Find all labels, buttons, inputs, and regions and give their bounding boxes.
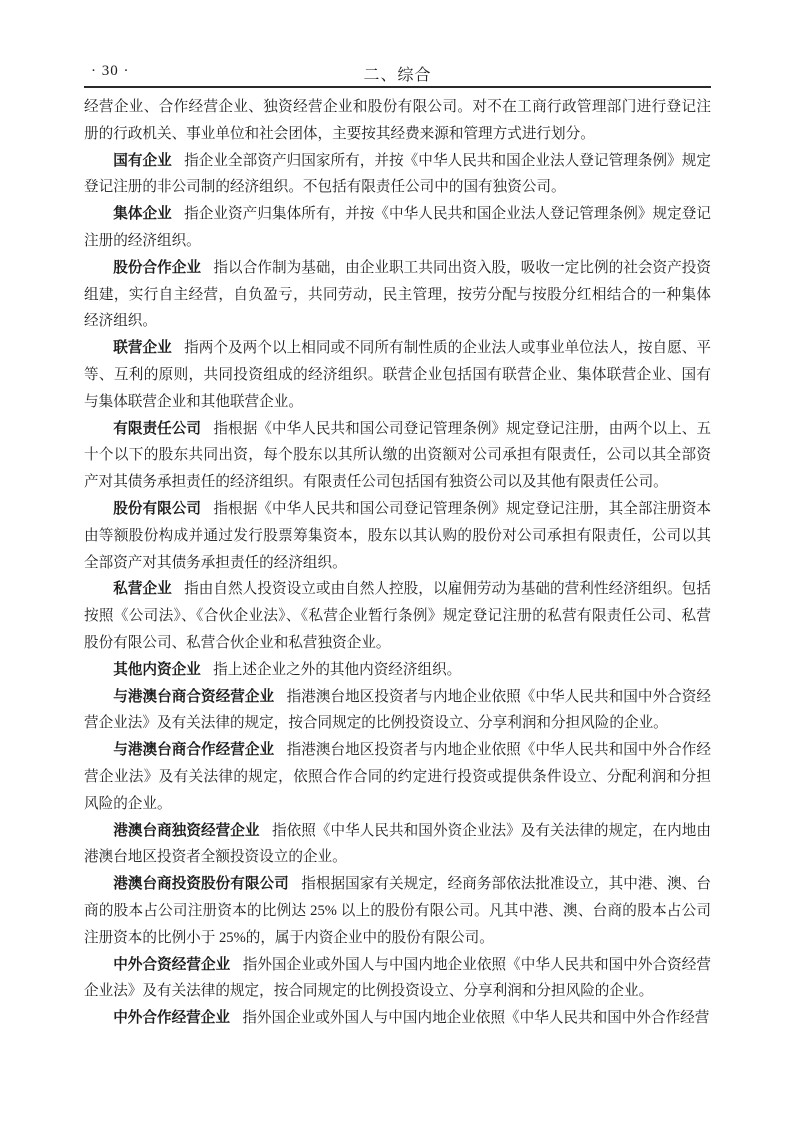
- glossary-entry: [84, 148, 711, 202]
- entry-definition: 指上述企业之外的其他内资经济组织。: [213, 661, 462, 678]
- entry-definition: 指企业全部资产归国家所有，并按《中华人民共和国企业法人登记管理条例》规定登记注册的非公司制的经济组织。不包括有限责任公司中的国有独资公司。: [84, 152, 711, 196]
- entry-term: 港澳台商投资股份有限公司: [113, 876, 289, 893]
- entry-definition: 指企业资产归集体所有，并按《中华人民共和国企业法人登记管理条例》规定登记注册的经济组织。: [84, 206, 711, 249]
- entry-term: 其他内资企业: [113, 661, 201, 678]
- glossary-entry: [84, 201, 711, 255]
- page-number: · 30 ·: [91, 63, 130, 79]
- glossary-entries: [84, 148, 711, 1032]
- glossary-entry: [84, 684, 711, 738]
- glossary-entry: [84, 416, 711, 496]
- entry-term: 与港澳台商合作经营企业: [113, 742, 275, 759]
- glossary-entry: [84, 576, 711, 656]
- glossary-entry: [84, 255, 711, 335]
- entry-definition: 指以合作制为基础，由企业职工共同出资入股，吸收一定比例的社会资产投资组建，实行自主经营，自负盈亏，共同劳动，民主管理，按劳分配与按股分红相结合的一种集体经济组织。: [84, 259, 711, 330]
- entry-definition: 指港澳台地区投资者与内地企业依照《中华人民共和国中外合资经营企业法》及有关法律的规定，按合同规定的比例投资设立、分享利润和分担风险的企业。: [84, 688, 711, 732]
- entry-definition: 指根据《中华人民共和国公司登记管理条例》规定登记注册，其全部注册资本由等额股份构成并通过发行股票筹集资本，股东以其认购的股份对公司承担有限责任，公司以其全部资产对其债务承担责任的经济组织。: [84, 500, 711, 571]
- entry-term: 股份有限公司: [113, 500, 202, 517]
- entry-definition: 指由自然人投资设立或由自然人控股，以雇佣劳动为基础的营利性经济组织。包括按照《公司法》、《合伙企业法》、《私营企业暂行条例》规定登记注册的私营有限责任公司、私营股份有限公司、私营合伙企业和私营独资企业。: [84, 581, 711, 651]
- entry-term: 私营企业: [113, 581, 172, 598]
- entry-term: 有限责任公司: [113, 420, 202, 437]
- entry-definition: 指两个及两个以上相同或不同所有制性质的企业法人或事业单位法人，按自愿、平等、互利的原则，共同投资组成的经济组织。联营企业包括国有联营企业、集体联营企业、国有与集体联营企业和其他联营企业。: [84, 340, 711, 410]
- entry-term: 国有企业: [113, 152, 172, 169]
- entry-term: 港澳台商独资经营企业: [113, 822, 260, 839]
- entry-term: 股份合作企业: [113, 259, 202, 276]
- glossary-entry: [84, 496, 711, 576]
- entry-definition: 指港澳台地区投资者与内地企业依照《中华人民共和国中外合作经营企业法》及有关法律的规定，依照合作合同的约定进行投资或提供条件设立、分配利润和分担风险的企业。: [84, 742, 711, 812]
- entry-definition: 指根据《中华人民共和国公司登记管理条例》规定登记注册，由两个以上、五十个以下的股东共同出资，每个股东以其所认缴的出资额对公司承担有限责任，公司以其全部资产对其债务承担责任的经济组织。有限责任公司包括国有独资公司以及其他有限责任公司。: [84, 420, 711, 491]
- entry-term: 与港澳台商合资经营企业: [113, 688, 275, 705]
- page-body: [84, 94, 711, 1032]
- glossary-entry: [84, 871, 711, 951]
- glossary-entry: [84, 818, 711, 872]
- entry-definition: 指根据国家有关规定，经商务部依法批准设立，其中港、澳、台商的股本占公司注册资本的比例达 25% 以上的股份有限公司。凡其中港、澳、台商的股本占公司注册资本的比例小于 25%的，属于内资企业中的股份有限公司。: [84, 876, 711, 946]
- entry-term: 中外合资经营企业: [113, 956, 231, 973]
- glossary-entry: [84, 1005, 711, 1032]
- glossary-entry: [84, 335, 711, 415]
- glossary-entry: [84, 952, 711, 1006]
- entry-term: 集体企业: [113, 206, 172, 223]
- entry-term: 联营企业: [113, 340, 172, 357]
- entry-definition: 指外国企业或外国人与中国内地企业依照《中华人民共和国中外合资经营企业法》及有关法律的规定，按合同规定的比例投资设立、分享利润和分担风险的企业。: [84, 956, 711, 1000]
- entry-definition: 指外国企业或外国人与中国内地企业依照《中华人民共和国中外合作经营: [242, 1010, 710, 1027]
- glossary-entry: [84, 657, 711, 684]
- entry-definition: 指依照《中华人民共和国外资企业法》及有关法律的规定，在内地由港澳台地区投资者全额投资设立的企业。: [84, 822, 711, 866]
- section-title: 二、综合: [363, 67, 432, 84]
- page-header: [84, 62, 711, 88]
- glossary-entry: [84, 737, 711, 817]
- entry-term: 中外合作经营企业: [113, 1010, 230, 1027]
- intro-paragraph: 经营企业、合作经营企业、独资经营企业和股份有限公司。对不在工商行政管理部门进行登记注册的行政机关、事业单位和社会团体，主要按其经费来源和管理方式进行划分。: [84, 99, 711, 142]
